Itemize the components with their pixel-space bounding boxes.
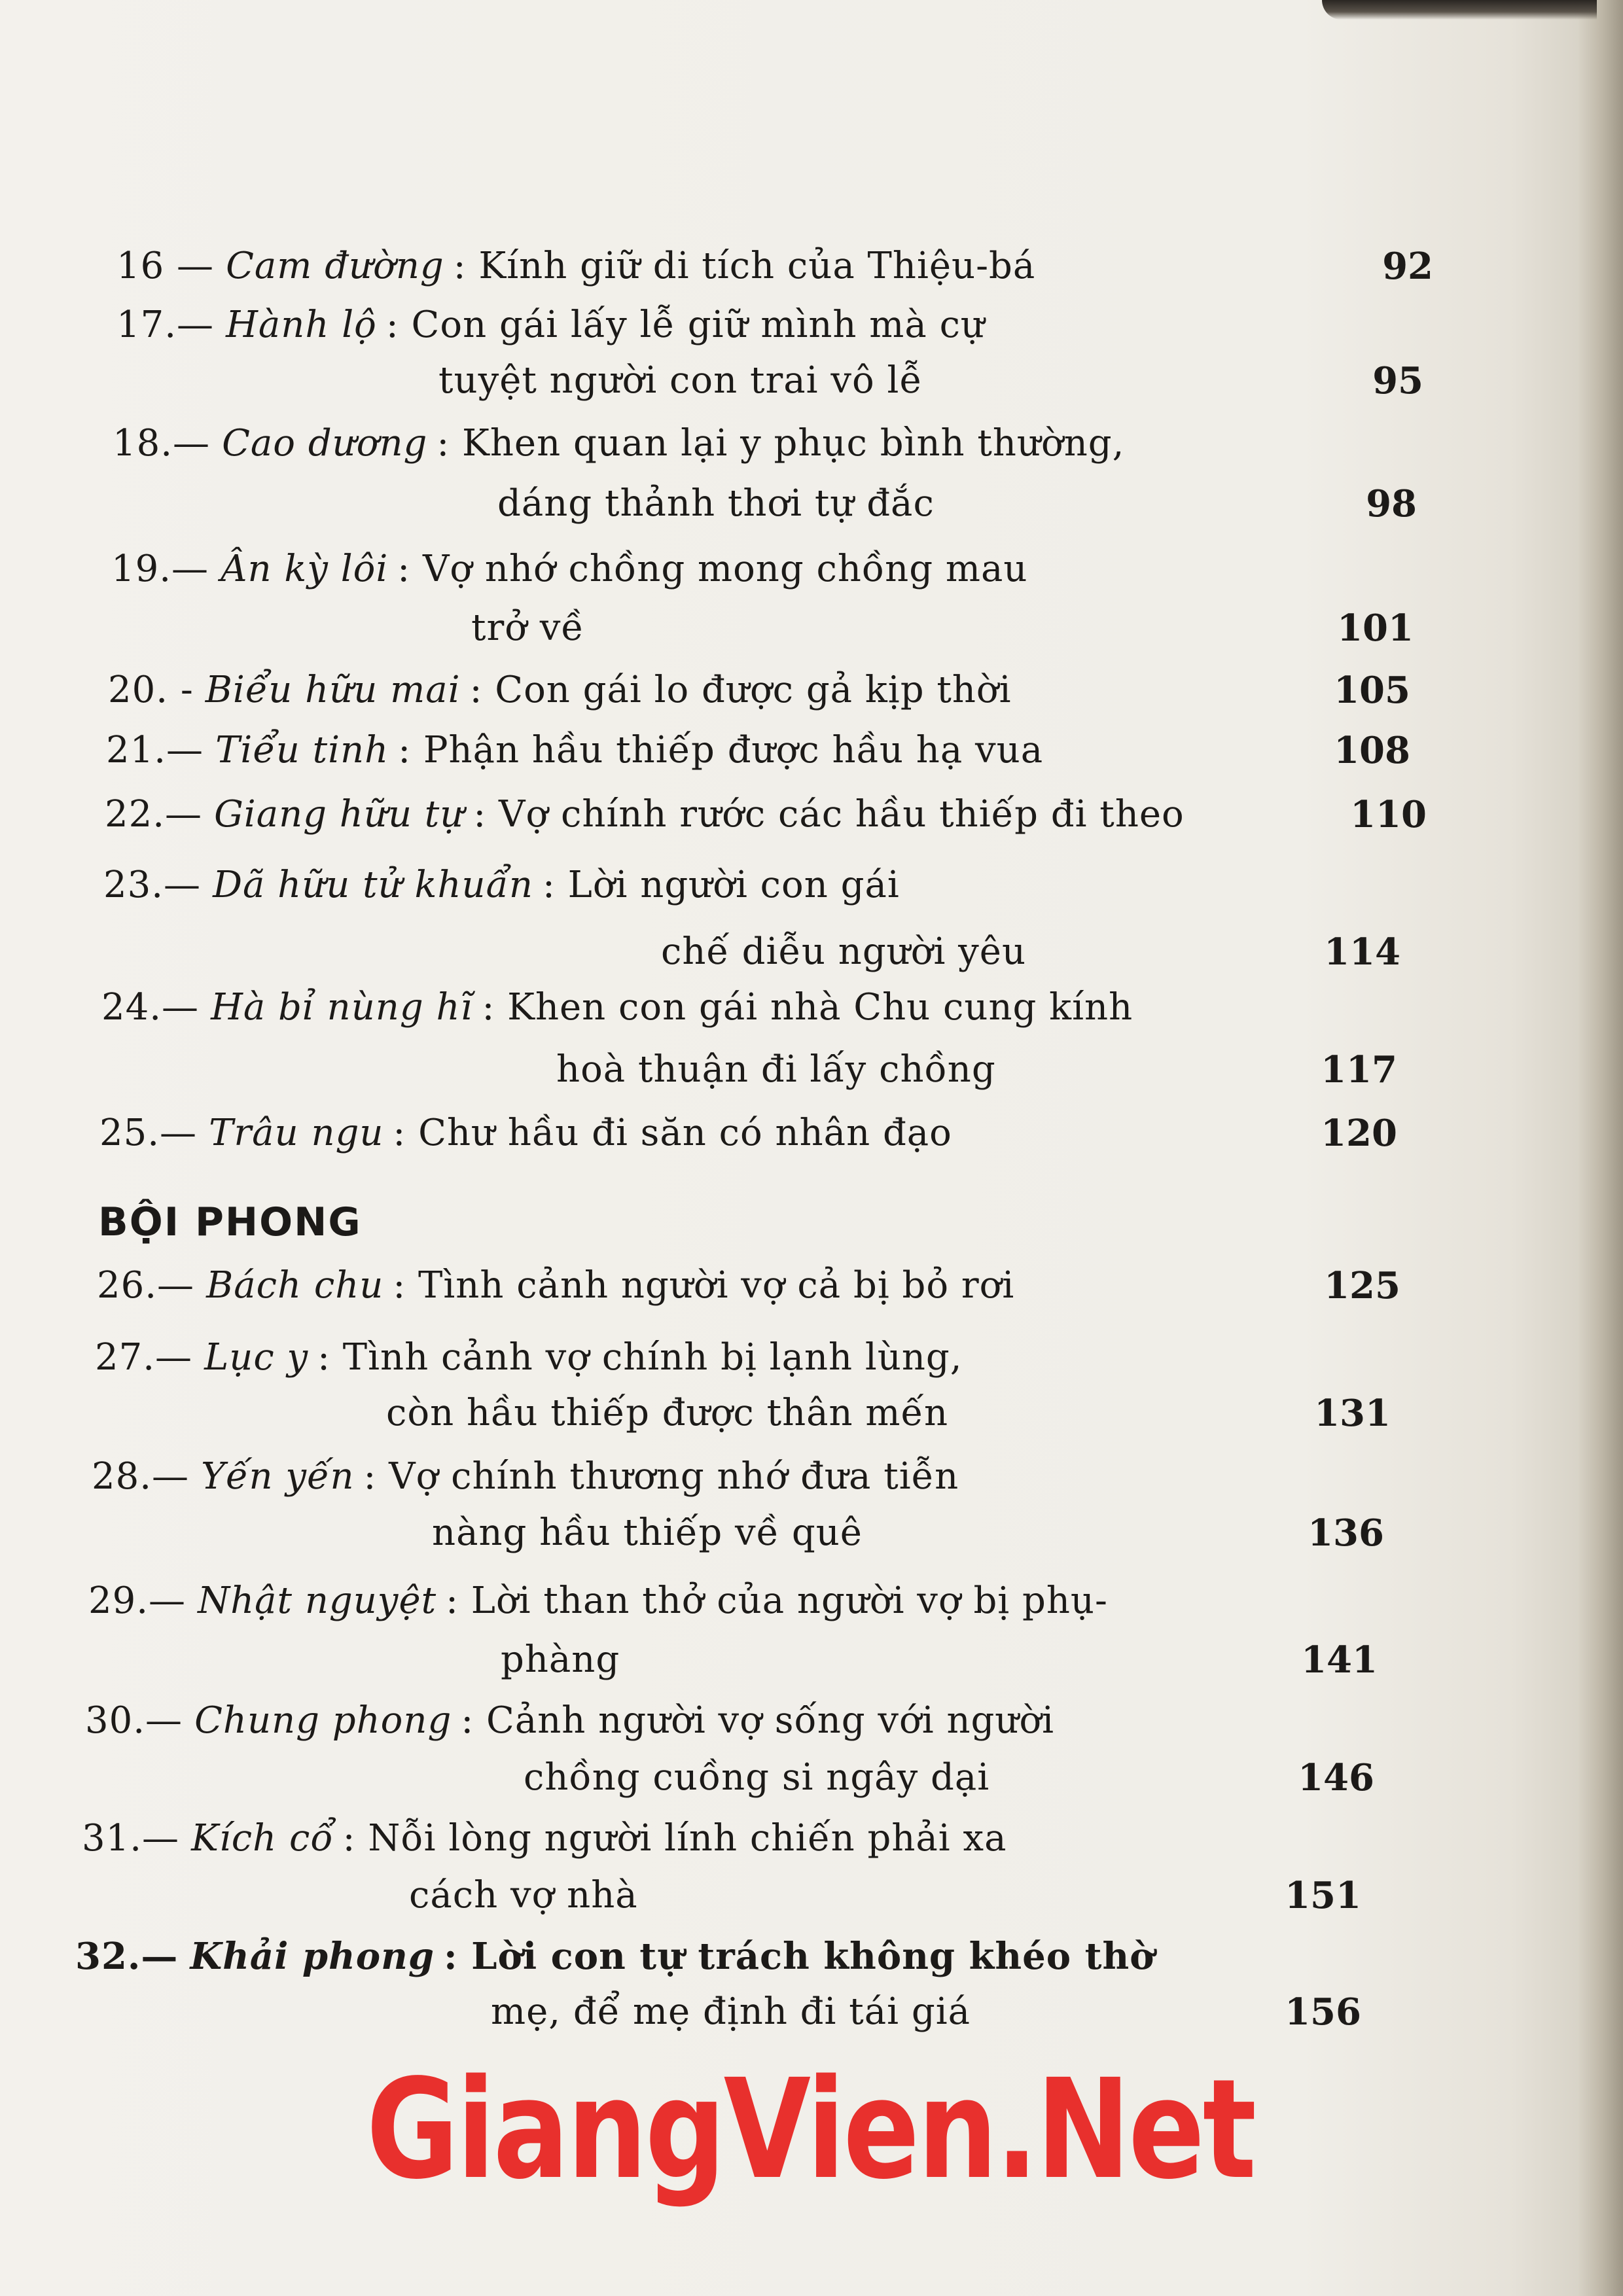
toc-entry-22 — [105, 792, 1185, 838]
entry-number: 23.— — [103, 864, 202, 906]
entry-title: Hà bỉ nùng hĩ — [211, 986, 473, 1029]
entry-number: 17.— — [116, 304, 215, 346]
entry-description: : Vợ chính thương nhớ đưa tiễn — [363, 1455, 959, 1498]
entry-continuation-27: còn hầu thiếp được thân mến — [386, 1392, 949, 1434]
entry-title: Hành lộ — [226, 304, 377, 346]
entry-title: Nhật nguyệt — [198, 1580, 437, 1622]
entry-continuation-23: chế diễu người yêu — [661, 930, 1027, 973]
entry-number: 32.— — [75, 1935, 179, 1978]
entry-page-26: 125 — [1324, 1264, 1400, 1307]
toc-entry-25 — [99, 1110, 952, 1156]
entry-page-27: 131 — [1314, 1392, 1391, 1435]
entry-page-21: 108 — [1334, 729, 1410, 772]
entry-description: : Phận hầu thiếp được hầu hạ vua — [398, 729, 1044, 771]
toc-entry-32 — [75, 1934, 1155, 1979]
entry-description: : Chư hầu đi săn có nhân đạo — [393, 1112, 952, 1154]
entry-continuation-31: cách vợ nhà — [409, 1874, 638, 1916]
entry-continuation-19: trở về — [471, 607, 584, 649]
entry-title: Giang hữu tự — [214, 793, 465, 836]
entry-continuation-28: nàng hầu thiếp về quê — [432, 1511, 863, 1554]
toc-entry-24 — [101, 985, 1133, 1031]
toc-entry-28 — [92, 1454, 959, 1500]
entry-title: Tiểu tinh — [215, 729, 389, 771]
entry-number: 18.— — [113, 422, 211, 465]
entry-description: : Lời than thở của người vợ bị phụ- — [446, 1580, 1108, 1622]
entry-continuation-29: phàng — [501, 1638, 620, 1681]
entry-description: : Tình cảnh người vợ cả bị bỏ rơi — [393, 1264, 1015, 1307]
entry-description: : Cảnh người vợ sống với người — [461, 1699, 1055, 1742]
entry-page-18: 98 — [1366, 482, 1417, 525]
entry-title: Ân kỳ lôi — [221, 548, 389, 590]
entry-page-30: 146 — [1298, 1756, 1374, 1799]
entry-page-24: 117 — [1321, 1048, 1397, 1091]
watermark-logo: GiangVien.Net — [366, 2049, 1255, 2210]
entry-page-25: 120 — [1321, 1112, 1397, 1155]
entry-number: 16 — — [116, 245, 215, 287]
entry-title: Cam đường — [226, 245, 444, 287]
entry-description: : Khen con gái nhà Chu cung kính — [482, 986, 1133, 1029]
entry-title: Khải phong — [190, 1935, 435, 1978]
entry-continuation-32: mẹ, để mẹ định đi tái giá — [491, 1990, 971, 2033]
entry-description: : Lời con tự trách không khéo thờ — [443, 1935, 1155, 1978]
entry-title: Lục y — [204, 1336, 309, 1379]
entry-description: : Con gái lấy lễ giữ mình mà cự — [385, 304, 986, 346]
entry-title: Biểu hữu mai — [205, 669, 461, 711]
entry-number: 28.— — [92, 1455, 190, 1498]
entry-description: : Con gái lo được gả kịp thời — [469, 669, 1012, 711]
toc-entry-29 — [88, 1578, 1108, 1624]
entry-number: 30.— — [85, 1699, 183, 1742]
toc-entry-31 — [82, 1816, 1007, 1862]
entry-number: 26.— — [97, 1264, 195, 1307]
entry-page-17: 95 — [1372, 359, 1423, 402]
toc-entry-17 — [116, 302, 985, 348]
entry-title: Dã hữu tử khuẩn — [213, 864, 533, 906]
toc-entry-21 — [106, 728, 1043, 773]
toc-entry-23 — [103, 862, 900, 908]
entry-title: Bách chu — [206, 1264, 384, 1307]
entry-page-29: 141 — [1301, 1638, 1378, 1682]
entry-page-23: 114 — [1324, 930, 1400, 974]
toc-entry-26 — [97, 1263, 1014, 1309]
toc-entry-19 — [111, 546, 1027, 592]
entry-title: Yến yến — [201, 1455, 355, 1498]
entry-continuation-18: dáng thảnh thơi tự đắc — [497, 482, 935, 525]
entry-title: Chung phong — [194, 1699, 452, 1742]
entry-title: Trâu ngu — [209, 1112, 384, 1154]
entry-description: : Khen quan lại y phục bình thường, — [437, 422, 1125, 465]
entry-number: 21.— — [106, 729, 204, 771]
entry-page-32: 156 — [1285, 1990, 1361, 2034]
entry-description: : Tình cảnh vợ chính bị lạnh lùng, — [317, 1336, 963, 1379]
entry-description: : Lời người con gái — [542, 864, 900, 906]
entry-number: 31.— — [82, 1817, 180, 1860]
entry-description: : Vợ nhớ chồng mong chồng mau — [397, 548, 1028, 590]
entry-title: Cao dương — [222, 422, 428, 465]
entry-description: : Nỗi lòng người lính chiến phải xa — [342, 1817, 1007, 1860]
entry-page-19: 101 — [1337, 607, 1414, 650]
toc-entry-16 — [116, 243, 1035, 289]
entry-description: : Vợ chính rước các hầu thiếp đi theo — [473, 793, 1185, 836]
entry-page-31: 151 — [1285, 1874, 1361, 1917]
toc-entry-27 — [95, 1335, 963, 1381]
toc-entry-20 — [108, 667, 1012, 713]
entry-number: 29.— — [88, 1580, 187, 1622]
entry-continuation-30: chồng cuồng si ngây dại — [524, 1756, 990, 1799]
section-heading: BỘI PHONG — [98, 1199, 362, 1245]
toc-entry-30 — [85, 1698, 1054, 1744]
entry-continuation-17: tuyệt người con trai vô lễ — [438, 359, 923, 402]
entry-description: : Kính giữ di tích của Thiệu-bá — [453, 245, 1036, 287]
entry-number: 19.— — [111, 548, 209, 590]
entry-number: 22.— — [105, 793, 203, 836]
entry-page-16: 92 — [1382, 245, 1433, 288]
entry-page-28: 136 — [1308, 1511, 1384, 1555]
entry-number: 25.— — [99, 1112, 198, 1154]
entry-continuation-24: hoà thuận đi lấy chồng — [556, 1048, 996, 1091]
entry-page-22: 110 — [1350, 793, 1427, 836]
entry-page-20: 105 — [1334, 669, 1410, 712]
entry-number: 20. - — [108, 669, 194, 711]
entry-number: 24.— — [101, 986, 200, 1029]
toc-entry-18 — [113, 421, 1124, 467]
entry-number: 27.— — [95, 1336, 193, 1379]
entry-title: Kích cổ — [191, 1817, 334, 1860]
